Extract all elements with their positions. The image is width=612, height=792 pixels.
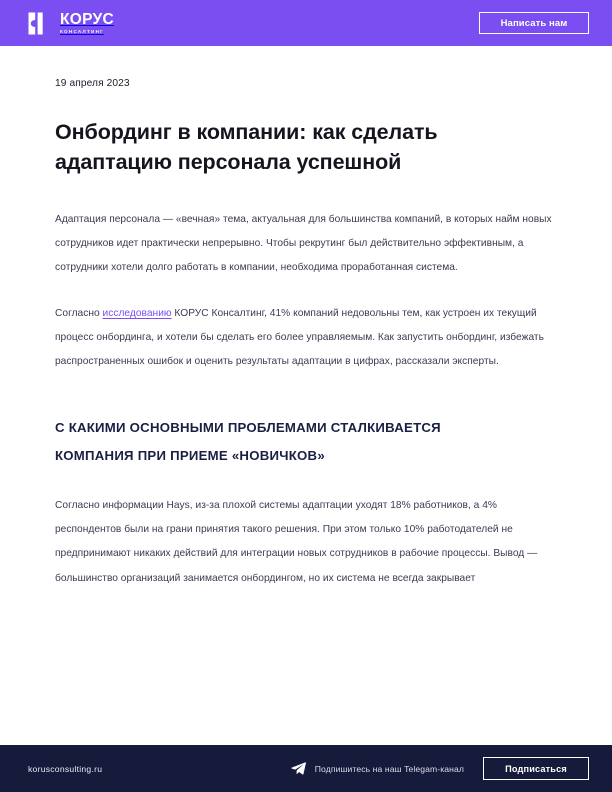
- brand-wordmark: [60, 12, 114, 35]
- paragraph-2-lead: Согласно: [55, 307, 103, 319]
- contact-us-button[interactable]: Написать нам: [479, 12, 589, 34]
- research-link[interactable]: исследованию: [102, 307, 172, 319]
- telegram-icon: [291, 761, 306, 776]
- article-paragraph-1: Адаптация персонала — «вечная» тема, актуальная для большинства компаний, в которых найм новых сотрудников идет практически непрерывно. Чтобы рекрутинг был действительно эффективным, а сотрудники хотели долго работать в компании, необходима проработанная система.: [55, 213, 552, 274]
- brand-logo[interactable]: [28, 11, 114, 36]
- korus-logo-mark-icon: [28, 11, 53, 36]
- site-footer: [0, 745, 612, 792]
- article-paragraph-2: [55, 302, 557, 375]
- article-date: 19 апреля 2023: [55, 78, 130, 89]
- page-title: Онбординг в компании: как сделать адаптацию персонала успешной: [55, 120, 438, 174]
- footer-telegram-text: Подпишитесь на наш Telegam-канал: [314, 763, 464, 774]
- footer-domain: korusconsulting.ru: [28, 763, 103, 774]
- article-content: [0, 46, 612, 745]
- brand-subtitle: КОНСАЛТИНГ: [60, 28, 105, 34]
- footer-telegram-block: [291, 761, 464, 776]
- site-header: [0, 0, 612, 46]
- paragraph-2-tail: КОРУС Консалтинг, 41% компаний недовольны тем, как устроен их текущий процесс онбординга, и хотели бы сделать его более управляемым. Как запустить онбординг, избежать распространенных ошибок и оценить результаты адаптации в цифрах, рассказали эксперты.: [55, 307, 544, 368]
- brand-title: КОРУС: [60, 10, 114, 28]
- subscribe-button[interactable]: Подписаться: [483, 757, 589, 780]
- section-heading: С КАКИМИ ОСНОВНЫМИ ПРОБЛЕМАМИ СТАЛКИВАЕТСЯ КОМПАНИЯ ПРИ ПРИЕМЕ «НОВИЧКОВ»: [55, 420, 441, 464]
- article-paragraph-3: Согласно информации Hays, из-за плохой системы адаптации уходят 18% работников, а 4% респондентов были на грани принятия такого решения. При этом только 10% работодателей не предпринимают никаких действий для интеграции новых сотрудников в рабочие процессы. Вывод — большинство организаций занимается онбордингом, но их система не всегда закрывает: [55, 499, 538, 584]
